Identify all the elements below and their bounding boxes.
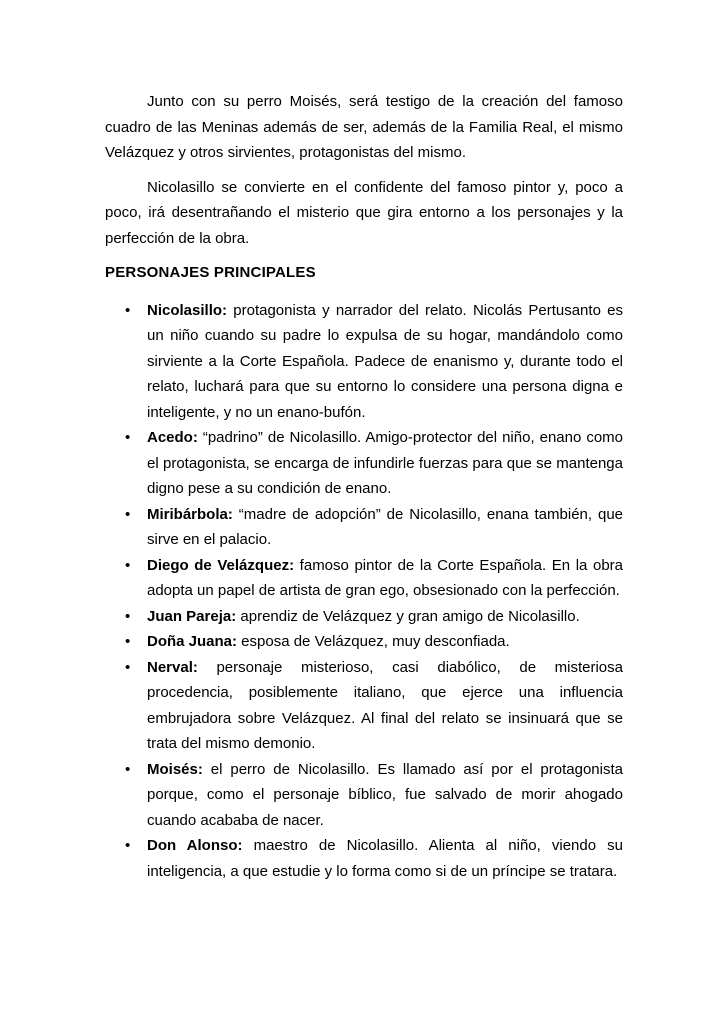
character-description: “padrino” de Nicolasillo. Amigo-protector del niño, enano como el protagonista, se encarga de infundirle fuerzas para que se mantenga digno pese a su condición de enano. xyxy=(147,429,623,497)
bullet-icon: • xyxy=(125,505,131,523)
character-name: Nerval: xyxy=(147,658,198,676)
list-item-don-alonso xyxy=(105,833,623,884)
list-item-juan-pareja xyxy=(105,604,623,630)
list-item-moises xyxy=(105,757,623,834)
section-title-personajes: PERSONAJES PRINCIPALES xyxy=(105,264,316,281)
list-item-diego-de-velazquez xyxy=(105,553,623,604)
character-name: Moisés: xyxy=(147,760,203,778)
list-item-nicolasillo xyxy=(105,298,623,426)
intro-paragraph-2: Nicolasillo se convierte en el confidente del famoso pintor y, poco a poco, irá desentrañando el misterio que gira entorno a los personajes y la perfección de la obra. xyxy=(105,178,623,247)
intro-paragraph-1: Junto con su perro Moisés, será testigo de la creación del famoso cuadro de las Meninas además de ser, además de la Familia Real, el mismo Velázquez y otros sirvientes, protagonistas del mismo. xyxy=(105,93,623,161)
bullet-icon: • xyxy=(125,633,131,650)
character-name: Nicolasillo: xyxy=(147,301,228,319)
character-name: Doña Juana: xyxy=(147,633,238,650)
bullet-icon: • xyxy=(125,556,131,574)
character-description: aprendiz de Velázquez y gran amigo de Nicolasillo. xyxy=(236,607,580,625)
bullet-icon: • xyxy=(125,760,131,778)
list-item-acedo xyxy=(105,425,623,502)
bullet-icon: • xyxy=(125,607,131,625)
character-description: protagonista y narrador del relato. Nicolás Pertusanto es un niño cuando su padre lo expulsa de su hogar, mandándolo como sirviente a la Corte Española. Padece de enanismo y, durante todo el relato, luchará para que su entorno lo considere una persona digna e inteligente, y no un enano-bufón. xyxy=(147,301,623,421)
characters-list xyxy=(105,298,623,885)
character-name: Diego de Velázquez: xyxy=(147,556,295,574)
character-description: esposa de Velázquez, muy desconfiada. xyxy=(237,633,510,650)
bullet-icon: • xyxy=(125,301,131,319)
character-description: “madre de adopción” de Nicolasillo, enana también, que sirve en el palacio. xyxy=(147,505,623,548)
character-name: Don Alonso: xyxy=(147,837,243,854)
character-description: maestro de Nicolasillo. Alienta al niño, viendo su inteligencia, a que estudie y lo forma como si de un príncipe se tratara. xyxy=(147,837,624,880)
bullet-icon: • xyxy=(125,429,131,446)
character-description: el perro de Nicolasillo. Es llamado así por el protagonista porque, como el personaje bíblico, fue salvado de morir ahogado cuando acababa de nacer. xyxy=(147,760,623,829)
character-name: Juan Pareja: xyxy=(147,607,237,625)
character-name: Acedo: xyxy=(147,429,198,446)
list-item-nerval xyxy=(105,655,623,757)
document-page xyxy=(105,89,623,884)
character-name: Miribárbola: xyxy=(147,505,233,523)
list-item-miribarbola xyxy=(105,502,623,553)
bullet-icon: • xyxy=(125,837,131,854)
list-item-dona-juana xyxy=(105,629,623,655)
bullet-icon: • xyxy=(125,658,131,676)
character-description: personaje misterioso, casi diabólico, de misteriosa procedencia, posiblemente italiano, que ejerce una influencia embrujadora sobre Velázquez. Al final del relato se insinuará que se trata del mismo demonio. xyxy=(147,658,623,752)
character-description: famoso pintor de la Corte Española. En la obra adopta un papel de artista de gran ego, obsesionado con la perfección. xyxy=(147,556,623,599)
